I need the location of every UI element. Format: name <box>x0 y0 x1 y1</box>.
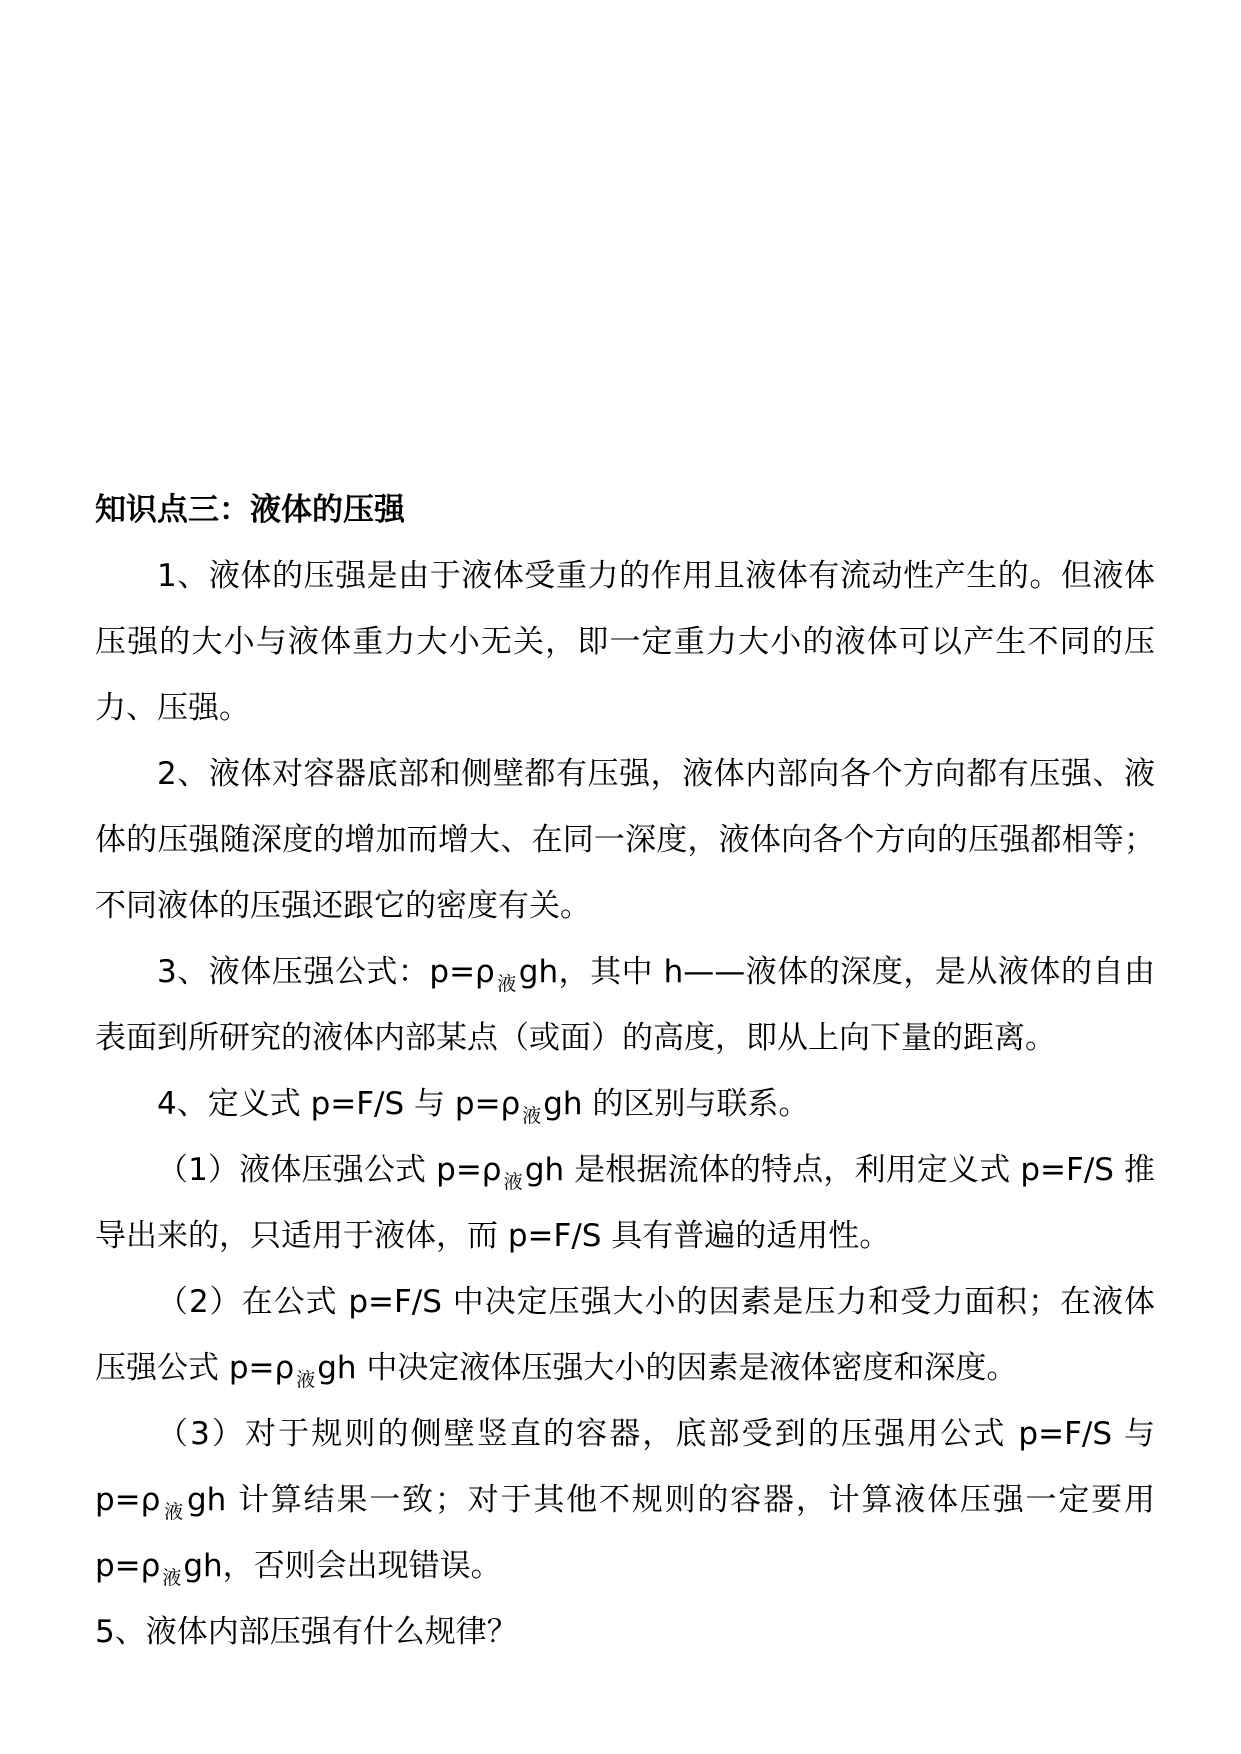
subscript-liquid: 液 <box>496 973 517 995</box>
paragraph-3-text-b: gh，其中 h——液体的深度，是从液体的自由表面到所研究的液体内部某点（或面）的高度，即从上向下量的距离。 <box>95 954 1155 1056</box>
paragraph-2: 2、液体对容器底部和侧壁都有压强，液体内部向各个方向都有压强、液体的压强随深度的增加而增大、在同一深度，液体向各个方向的压强都相等；不同液体的压强还跟它的密度有关。 <box>95 756 1155 924</box>
paragraph-4 <box>95 1071 1155 1137</box>
paragraph-4-2 <box>95 1269 1155 1401</box>
paragraph-4-3-text-c: gh，否则会出现错误。 <box>183 1548 502 1584</box>
paragraph-3 <box>95 939 1155 1071</box>
paragraph-4-2-text-a: （2）在公式 p=F/S 中决定压强大小的因素是压力和受力面积；在液体压强公式 p=ρ <box>95 1284 1155 1386</box>
paragraph-4-3-text-b: gh 计算结果一致；对于其他不规则的容器，计算液体压强一定要用 p=ρ <box>95 1482 1155 1584</box>
paragraph-4-1 <box>95 1137 1155 1269</box>
document-body <box>95 477 1155 1665</box>
paragraph-3-text-a: 3、液体压强公式：p=ρ <box>157 954 495 990</box>
subscript-liquid: 液 <box>522 1105 542 1127</box>
paragraph-1: 1、液体的压强是由于液体受重力的作用且液体有流动性产生的。但液体压强的大小与液体重力大小无关，即一定重力大小的液体可以产生不同的压力、压强。 <box>95 558 1155 726</box>
subscript-liquid: 液 <box>503 1171 523 1193</box>
paragraph-4-1-text-b: gh 是根据流体的特点，利用定义式 p=F/S 推导出来的，只适用于液体，而 p=F/S 具有普遍的适用性。 <box>95 1152 1155 1254</box>
paragraph-5: 5、液体内部压强有什么规律？ <box>95 1614 518 1650</box>
subscript-liquid: 液 <box>162 1567 182 1589</box>
paragraph-4-text-a: 4、定义式 p=F/S 与 p=ρ <box>157 1086 521 1122</box>
subscript-liquid: 液 <box>296 1369 316 1391</box>
paragraph-4-3 <box>95 1401 1155 1599</box>
paragraph-4-1-text-a: （1）液体压强公式 p=ρ <box>157 1152 502 1188</box>
paragraph-4-3-text-a: （3）对于规则的侧壁竖直的容器，底部受到的压强用公式 p=F/S 与 p=ρ <box>95 1416 1155 1518</box>
paragraph-4-2-text-b: gh 中决定液体压强大小的因素是液体密度和深度。 <box>317 1350 1018 1386</box>
subscript-liquid: 液 <box>162 1501 185 1523</box>
section-heading: 知识点三：液体的压强 <box>95 492 405 528</box>
paragraph-4-text-b: gh 的区别与联系。 <box>543 1086 810 1122</box>
